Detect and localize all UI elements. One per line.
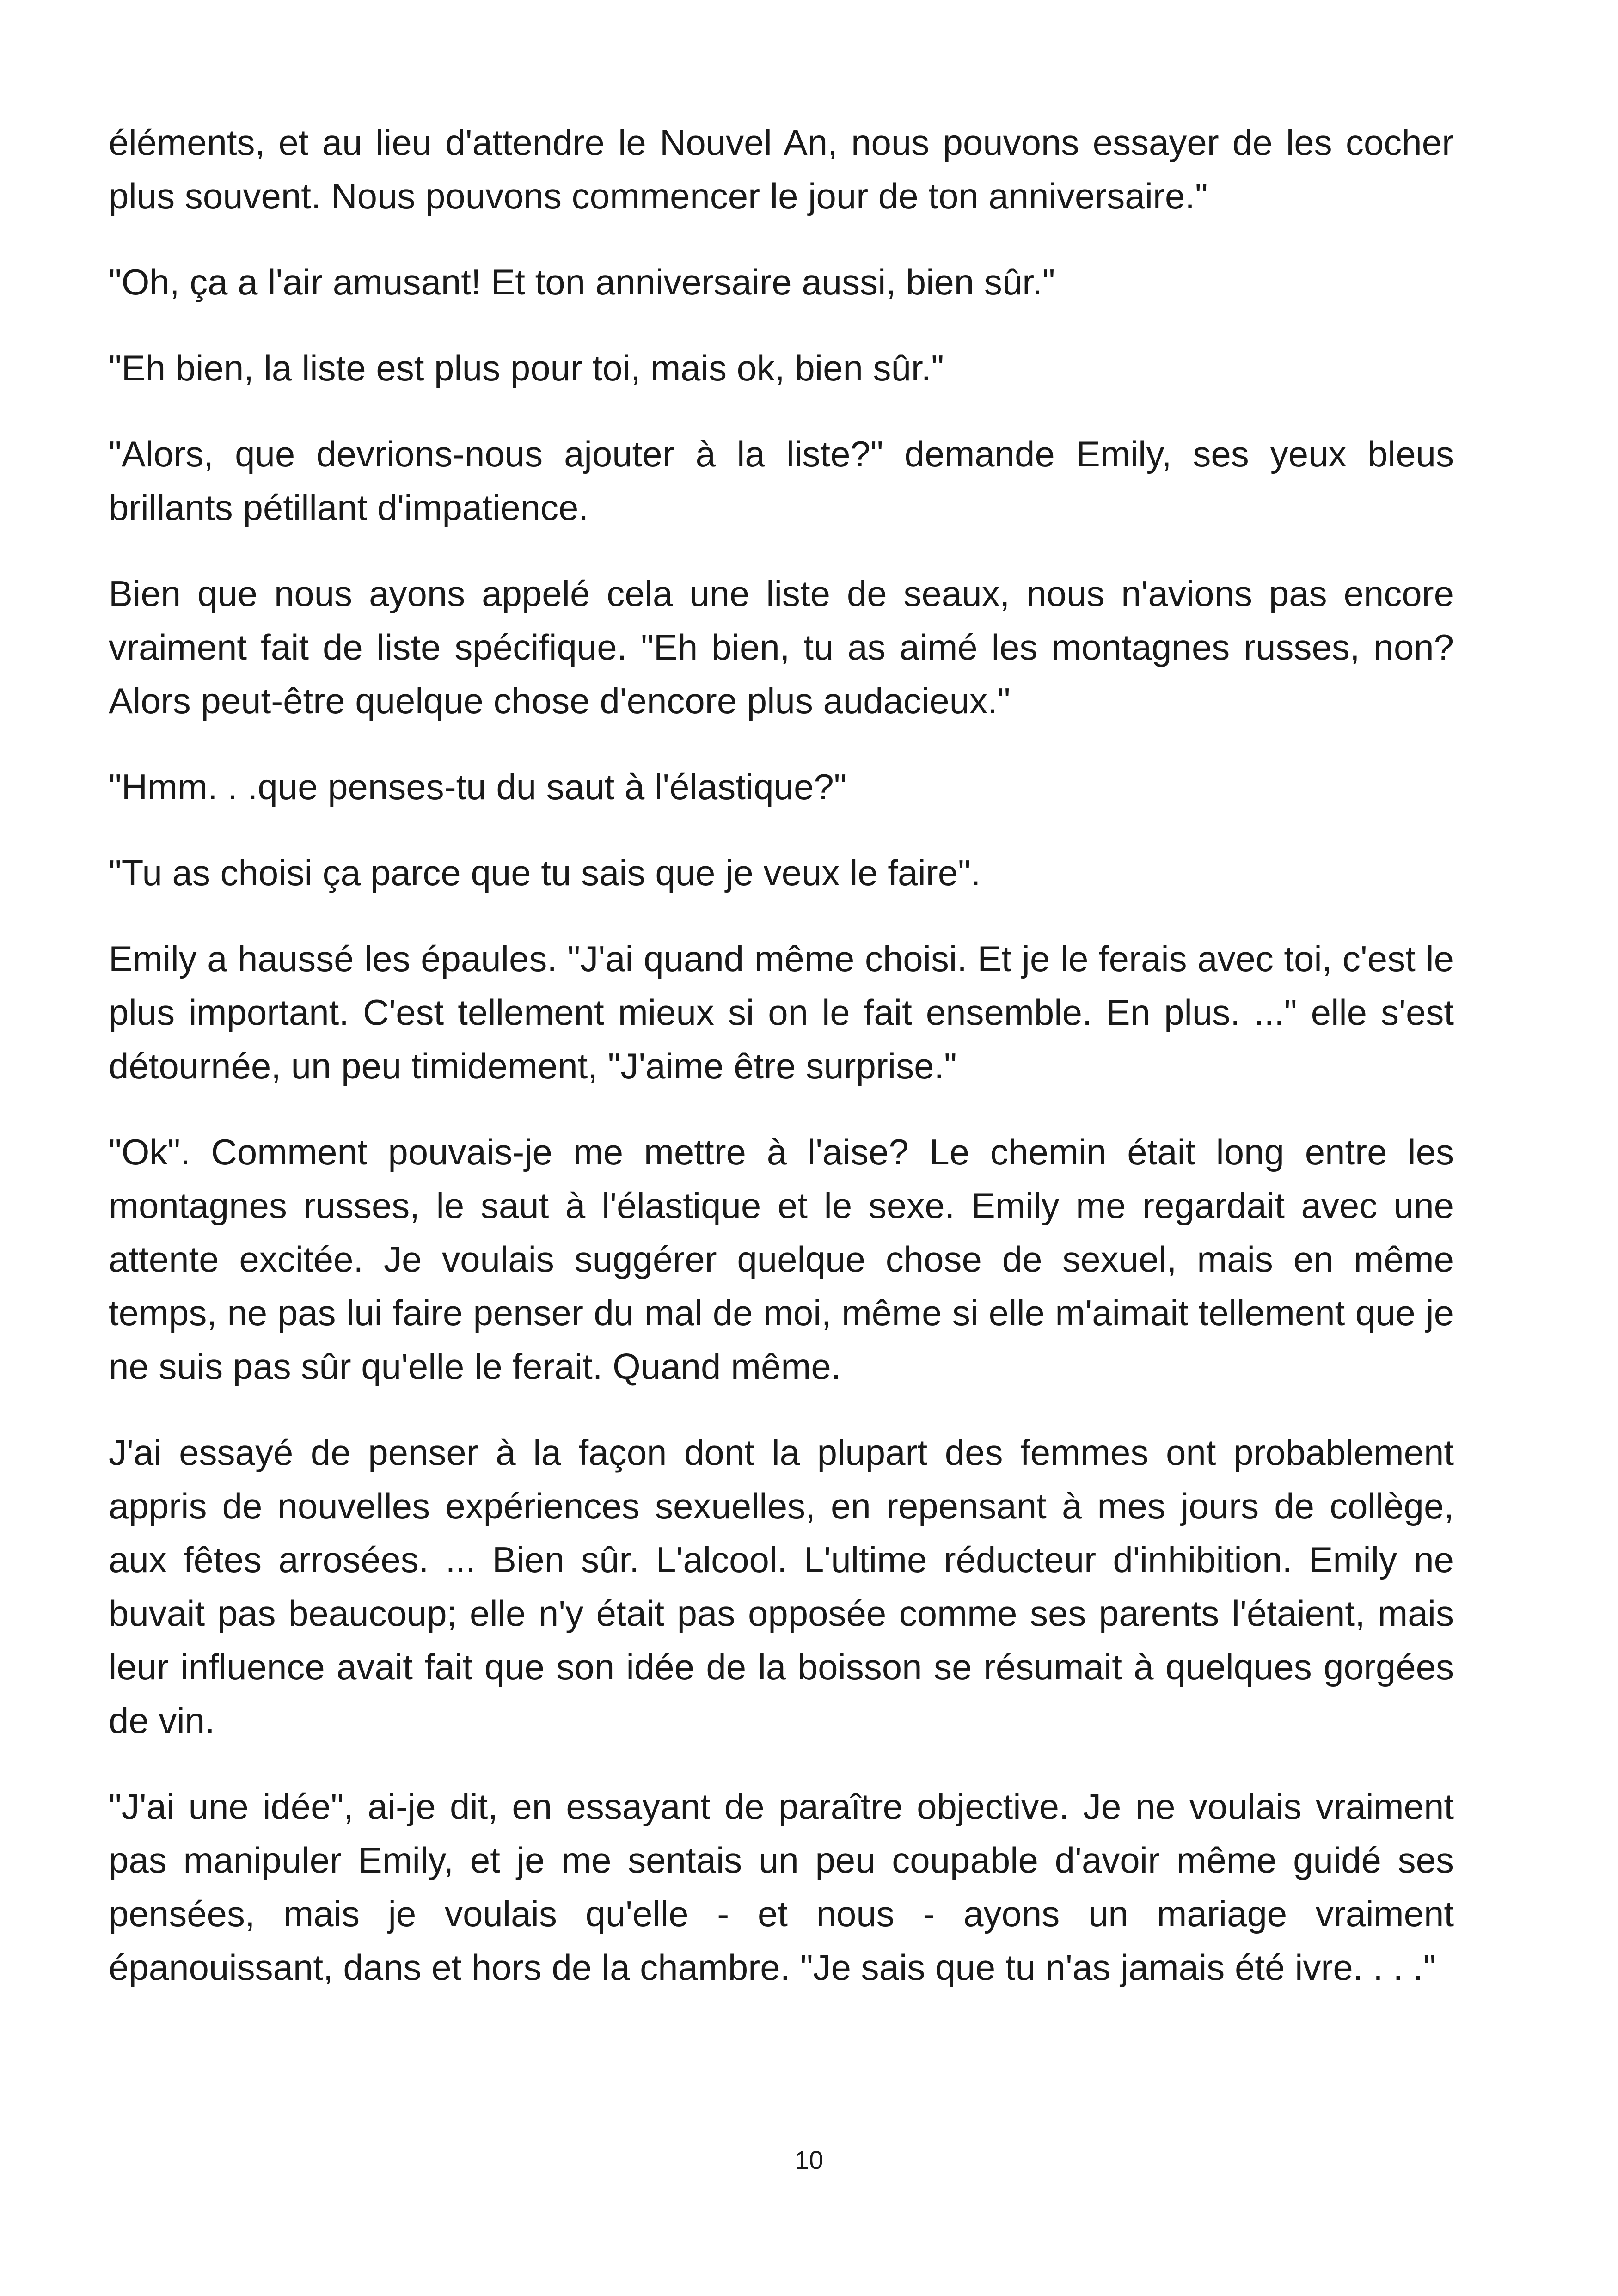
body-text (109, 116, 1454, 2027)
paragraph-7: "Tu as choisi ça parce que tu sais que je veux le faire". (109, 852, 981, 893)
paragraph-3: "Eh bien, la liste est plus pour toi, mais ok, bien sûr." (109, 348, 944, 388)
paragraph-9: "Ok". Comment pouvais-je me mettre à l'aise? Le chemin était long entre les montagnes russes, le saut à l'élastique et le sexe. Emily me regardait avec une attente excitée. Je voulais suggérer quelque chose de sexuel, mais en même temps, ne pas lui faire penser du mal de moi, même si elle m'aimait tellement que je ne suis pas sûr qu'elle le ferait. Quand même. (109, 1132, 1454, 1387)
paragraph-10: J'ai essayé de penser à la façon dont la plupart des femmes ont probablement appris de nouvelles expériences sexuelles, en repensant à mes jours de collège, aux fêtes arrosées. ... Bien sûr. L'alcool. L'ultime réducteur d'inhibition. Emily ne buvait pas beaucoup; elle n'y était pas opposée comme ses parents l'étaient, mais leur influence avait fait que son idée de la boisson se résumait à quelques gorgées de vin. (109, 1432, 1454, 1741)
paragraph-6: "Hmm. . .que penses-tu du saut à l'élastique?" (109, 766, 847, 807)
paragraph-1: éléments, et au lieu d'attendre le Nouvel An, nous pouvons essayer de les cocher plus souvent. Nous pouvons commencer le jour de ton anniversaire." (109, 122, 1454, 216)
paragraph-2: "Oh, ça a l'air amusant! Et ton anniversaire aussi, bien sûr." (109, 262, 1055, 302)
paragraph-8: Emily a haussé les épaules. "J'ai quand même choisi. Et je le ferais avec toi, c'est le plus important. C'est tellement mieux si on le fait ensemble. En plus. ..." elle s'est détournée, un peu timidement, "J'aime être surprise." (109, 938, 1454, 1086)
paragraph-11: "J'ai une idée", ai-je dit, en essayant de paraître objective. Je ne voulais vraiment pas manipuler Emily, et je me sentais un peu coupable d'avoir même guidé ses pensées, mais je voulais qu'elle - et nous - ayons un mariage vraiment épanouissant, dans et hors de la chambre. "Je sais que tu n'as jamais été ivre. . . ." (109, 1786, 1454, 1988)
paragraph-5: Bien que nous ayons appelé cela une liste de seaux, nous n'avions pas encore vraiment fait de liste spécifique. "Eh bien, tu as aimé les montagnes russes, non? Alors peut-être quelque chose d'encore plus audacieux." (109, 573, 1454, 721)
paragraph-4: "Alors, que devrions-nous ajouter à la liste?" demande Emily, ses yeux bleus brillants pétillant d'impatience. (109, 434, 1454, 528)
page-number: 10 (794, 2145, 824, 2174)
